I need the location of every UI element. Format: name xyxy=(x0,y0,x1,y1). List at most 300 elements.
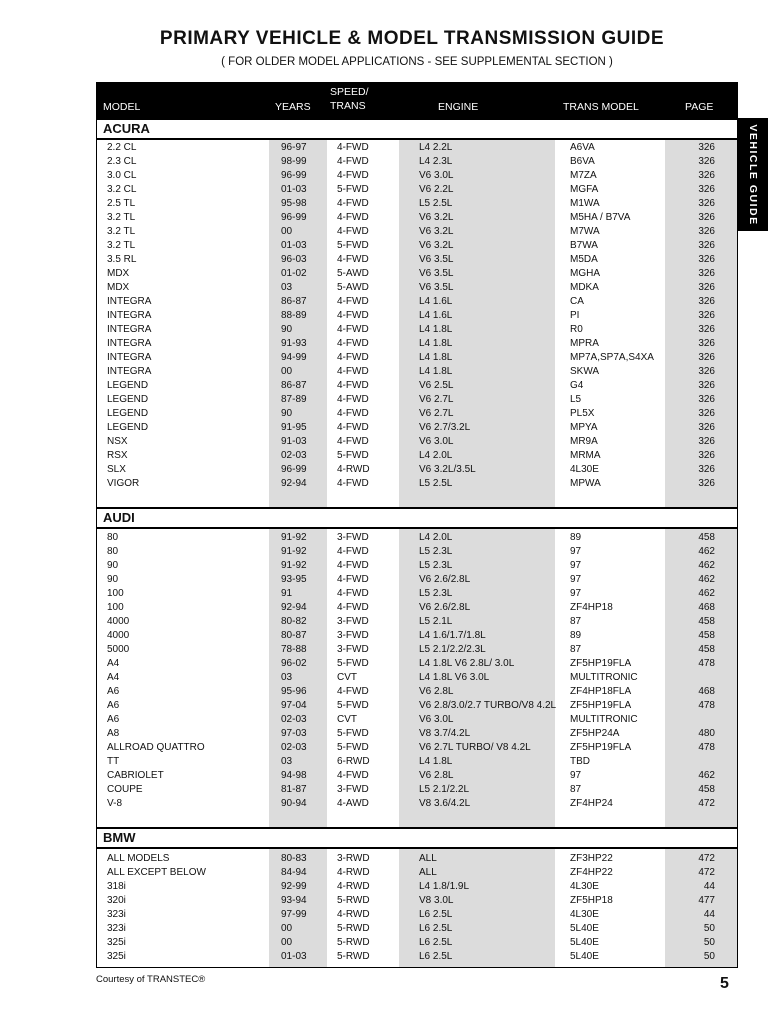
model-cell: 4000 xyxy=(107,616,130,627)
page-cell: 462 xyxy=(698,770,715,781)
table-row xyxy=(97,936,737,950)
trans-model-cell: ZF4HP18 xyxy=(570,602,613,613)
years-cell: 03 xyxy=(281,756,293,767)
engine-cell: V6 3.2L xyxy=(419,226,454,237)
engine-cell: L4 1.8L xyxy=(419,366,453,377)
table-row xyxy=(97,671,737,685)
trans-cell: 4-AWD xyxy=(337,798,369,809)
years-cell: 97-03 xyxy=(281,728,307,739)
model-cell: LEGEND xyxy=(107,394,149,405)
table-row xyxy=(97,323,737,337)
trans-model-cell: MP7A,SP7A,S4XA xyxy=(570,352,654,363)
engine-cell: L4 2.0L xyxy=(419,532,453,543)
trans-model-cell: PI xyxy=(570,310,580,321)
model-cell: ALL MODELS xyxy=(107,853,170,864)
table-row xyxy=(97,797,737,811)
courtesy-footer: Courtesy of TRANSTEC® xyxy=(96,974,206,985)
table-header xyxy=(97,83,737,118)
section-title: AUDI xyxy=(103,510,135,525)
trans-cell: 4-FWD xyxy=(337,574,369,585)
page-cell: 326 xyxy=(698,310,715,321)
trans-cell: 3-FWD xyxy=(337,616,369,627)
engine-cell: V6 2.7/3.2L xyxy=(419,422,471,433)
trans-model-cell: ZF5HP18 xyxy=(570,895,613,906)
years-cell: 96-99 xyxy=(281,212,307,223)
years-cell: 00 xyxy=(281,226,293,237)
trans-cell: 4-FWD xyxy=(337,588,369,599)
trans-model-cell: ZF4HP24 xyxy=(570,798,613,809)
years-cell: 92-99 xyxy=(281,881,307,892)
transmission-table xyxy=(96,82,738,968)
years-cell: 93-94 xyxy=(281,895,307,906)
years-cell: 01-03 xyxy=(281,951,307,962)
trans-model-cell: ZF5HP19FLA xyxy=(570,742,632,753)
years-cell: 90 xyxy=(281,324,293,335)
engine-cell: L5 2.1L xyxy=(419,616,453,627)
years-cell: 94-98 xyxy=(281,770,307,781)
page-cell: 326 xyxy=(698,184,715,195)
trans-model-cell: M7ZA xyxy=(570,170,597,181)
model-cell: A4 xyxy=(107,658,120,669)
engine-cell: V6 2.2L xyxy=(419,184,454,195)
engine-cell: L4 1.8L V6 2.8L/ 3.0L xyxy=(419,658,515,669)
page-cell: 326 xyxy=(698,198,715,209)
page-cell: 458 xyxy=(698,532,715,543)
engine-cell: L4 1.8L xyxy=(419,324,453,335)
engine-cell: V6 2.7L xyxy=(419,408,454,419)
engine-cell: V6 2.8L xyxy=(419,770,454,781)
trans-cell: 4-FWD xyxy=(337,142,369,153)
engine-cell: V8 3.0L xyxy=(419,895,454,906)
page-cell: 44 xyxy=(703,909,715,920)
trans-cell: 3-FWD xyxy=(337,630,369,641)
years-cell: 81-87 xyxy=(281,784,307,795)
trans-cell: 4-FWD xyxy=(337,546,369,557)
table-row xyxy=(97,629,737,643)
table-row xyxy=(97,657,737,671)
years-cell: 02-03 xyxy=(281,450,307,461)
page-cell: 326 xyxy=(698,254,715,265)
page-cell: 477 xyxy=(698,895,715,906)
page-number: 5 xyxy=(720,975,729,992)
trans-model-cell: ZF5HP19FLA xyxy=(570,700,632,711)
years-cell: 87-89 xyxy=(281,394,307,405)
engine-cell: V6 3.2L/3.5L xyxy=(419,464,476,475)
page-cell: 50 xyxy=(703,951,715,962)
table-row xyxy=(97,183,737,197)
page-cell: 458 xyxy=(698,644,715,655)
page-cell: 326 xyxy=(698,394,715,405)
table-row xyxy=(97,699,737,713)
trans-model-cell: 89 xyxy=(570,532,582,543)
col-speed-trans xyxy=(330,85,369,113)
table-row xyxy=(97,755,737,769)
trans-cell: 4-FWD xyxy=(337,686,369,697)
engine-cell: L6 2.5L xyxy=(419,951,453,962)
trans-cell: 5-RWD xyxy=(337,951,370,962)
engine-cell: L5 2.3L xyxy=(419,560,453,571)
trans-cell: 5-RWD xyxy=(337,895,370,906)
trans-cell: CVT xyxy=(337,714,357,725)
trans-model-cell: 87 xyxy=(570,784,582,795)
model-cell: INTEGRA xyxy=(107,310,152,321)
col-model: MODEL xyxy=(103,101,141,113)
years-cell: 88-89 xyxy=(281,310,307,321)
engine-cell: V6 2.6/2.8L xyxy=(419,574,471,585)
trans-model-cell: MPWA xyxy=(570,478,601,489)
model-cell: MDX xyxy=(107,282,130,293)
page-cell: 326 xyxy=(698,422,715,433)
engine-cell: V6 3.0L xyxy=(419,436,454,447)
model-cell: INTEGRA xyxy=(107,338,152,349)
trans-model-cell: TBD xyxy=(570,756,590,767)
table-row xyxy=(97,155,737,169)
table-row xyxy=(97,741,737,755)
trans-model-cell: MPYA xyxy=(570,422,598,433)
trans-cell: 4-FWD xyxy=(337,156,369,167)
engine-cell: L4 1.8L xyxy=(419,756,453,767)
years-cell: 02-03 xyxy=(281,714,307,725)
model-cell: LEGEND xyxy=(107,380,149,391)
vehicle-guide-tab xyxy=(737,118,768,231)
years-cell: 00 xyxy=(281,923,293,934)
trans-cell: 4-FWD xyxy=(337,254,369,265)
model-cell: 100 xyxy=(107,602,124,613)
years-cell: 95-98 xyxy=(281,198,307,209)
table-row xyxy=(97,922,737,936)
model-cell: 90 xyxy=(107,560,119,571)
trans-cell: 5-AWD xyxy=(337,268,369,279)
table-row xyxy=(97,407,737,421)
trans-cell: 4-FWD xyxy=(337,436,369,447)
trans-cell: 4-FWD xyxy=(337,198,369,209)
trans-model-cell: 87 xyxy=(570,616,582,627)
trans-model-cell: MDKA xyxy=(570,282,599,293)
trans-cell: 4-RWD xyxy=(337,909,370,920)
trans-cell: 5-FWD xyxy=(337,658,369,669)
trans-cell: 3-FWD xyxy=(337,532,369,543)
engine-cell: V8 3.6/4.2L xyxy=(419,798,471,809)
table-row xyxy=(97,421,737,435)
page-cell: 472 xyxy=(698,798,715,809)
years-cell: 98-99 xyxy=(281,156,307,167)
years-cell: 86-87 xyxy=(281,380,307,391)
model-cell: INTEGRA xyxy=(107,366,152,377)
trans-model-cell: M7WA xyxy=(570,226,600,237)
model-cell: TT xyxy=(107,756,120,767)
trans-model-cell: MULTITRONIC xyxy=(570,714,638,725)
model-cell: A4 xyxy=(107,672,120,683)
table-row xyxy=(97,783,737,797)
trans-model-cell: CA xyxy=(570,296,584,307)
model-cell: 2.5 TL xyxy=(107,198,136,209)
engine-cell: L5 2.3L xyxy=(419,588,453,599)
trans-cell: 4-RWD xyxy=(337,881,370,892)
table-row xyxy=(97,643,737,657)
page-cell: 326 xyxy=(698,408,715,419)
table-row xyxy=(97,309,737,323)
page-cell: 50 xyxy=(703,937,715,948)
table-row xyxy=(97,169,737,183)
engine-cell: V6 2.8L xyxy=(419,686,454,697)
trans-cell: 4-FWD xyxy=(337,226,369,237)
years-cell: 93-95 xyxy=(281,574,307,585)
table-row xyxy=(97,601,737,615)
model-cell: 3.5 RL xyxy=(107,254,137,265)
col-speed-line1: SPEED/ xyxy=(330,86,369,98)
table-row xyxy=(97,866,737,880)
years-cell: 78-88 xyxy=(281,644,307,655)
engine-cell: V6 2.8/3.0/2.7 TURBO/V8 4.2L xyxy=(419,700,557,711)
section-header-bmw xyxy=(97,827,737,849)
trans-cell: 4-FWD xyxy=(337,560,369,571)
trans-cell: 4-FWD xyxy=(337,324,369,335)
engine-cell: V6 2.7L xyxy=(419,394,454,405)
vehicle-guide-tab-label: VEHICLE GUIDE xyxy=(746,123,759,226)
years-cell: 80-87 xyxy=(281,630,307,641)
col-page: PAGE xyxy=(685,101,714,113)
model-cell: LEGEND xyxy=(107,408,149,419)
model-cell: 320i xyxy=(107,895,126,906)
page-cell: 326 xyxy=(698,268,715,279)
trans-cell: 5-FWD xyxy=(337,728,369,739)
trans-model-cell: 97 xyxy=(570,574,582,585)
trans-model-cell: M5HA / B7VA xyxy=(570,212,631,223)
engine-cell: L4 1.6/1.7/1.8L xyxy=(419,630,486,641)
model-cell: 3.2 TL xyxy=(107,240,136,251)
years-cell: 94-99 xyxy=(281,352,307,363)
model-cell: SLX xyxy=(107,464,126,475)
table-row xyxy=(97,477,737,491)
table-row xyxy=(97,615,737,629)
trans-cell: 5-FWD xyxy=(337,184,369,195)
engine-cell: L5 2.1/2.2L xyxy=(419,784,470,795)
years-cell: 91-92 xyxy=(281,532,307,543)
section-header-audi xyxy=(97,507,737,529)
model-cell: 3.2 TL xyxy=(107,226,136,237)
page-cell: 478 xyxy=(698,742,715,753)
page-cell: 326 xyxy=(698,296,715,307)
trans-cell: 5-FWD xyxy=(337,450,369,461)
trans-cell: 3-RWD xyxy=(337,853,370,864)
years-cell: 96-97 xyxy=(281,142,307,153)
years-cell: 92-94 xyxy=(281,602,307,613)
engine-cell: L6 2.5L xyxy=(419,923,453,934)
table-row xyxy=(97,365,737,379)
engine-cell: L5 2.5L xyxy=(419,478,453,489)
trans-model-cell: L5 xyxy=(570,394,582,405)
page-cell: 326 xyxy=(698,226,715,237)
engine-cell: V6 3.5L xyxy=(419,254,454,265)
engine-cell: L6 2.5L xyxy=(419,909,453,920)
trans-cell: 4-FWD xyxy=(337,352,369,363)
engine-cell: V6 3.5L xyxy=(419,282,454,293)
engine-cell: V8 3.7/4.2L xyxy=(419,728,471,739)
years-cell: 80-83 xyxy=(281,853,307,864)
table-row xyxy=(97,211,737,225)
page-cell: 468 xyxy=(698,686,715,697)
trans-model-cell: MULTITRONIC xyxy=(570,672,638,683)
table-row xyxy=(97,295,737,309)
engine-cell: L5 2.1/2.2/2.3L xyxy=(419,644,486,655)
model-cell: INTEGRA xyxy=(107,352,152,363)
model-cell: VIGOR xyxy=(107,478,140,489)
years-cell: 90 xyxy=(281,408,293,419)
page-cell: 326 xyxy=(698,352,715,363)
section-title: BMW xyxy=(103,830,136,845)
trans-model-cell: SKWA xyxy=(570,366,600,377)
page-cell: 326 xyxy=(698,436,715,447)
page-cell: 326 xyxy=(698,450,715,461)
trans-cell: 4-FWD xyxy=(337,170,369,181)
trans-model-cell: 4L30E xyxy=(570,881,599,892)
years-cell: 02-03 xyxy=(281,742,307,753)
table-row xyxy=(97,351,737,365)
table-row xyxy=(97,545,737,559)
model-cell: 2.3 CL xyxy=(107,156,137,167)
trans-model-cell: MRMA xyxy=(570,450,601,461)
page-cell: 326 xyxy=(698,324,715,335)
page-cell: 462 xyxy=(698,588,715,599)
trans-model-cell: 97 xyxy=(570,546,582,557)
trans-model-cell: ZF4HP18FLA xyxy=(570,686,632,697)
page-cell: 478 xyxy=(698,658,715,669)
years-cell: 03 xyxy=(281,282,293,293)
model-cell: ALLROAD QUATTRO xyxy=(107,742,205,753)
engine-cell: V6 3.0L xyxy=(419,170,454,181)
table-row xyxy=(97,141,737,155)
years-cell: 91 xyxy=(281,588,293,599)
trans-model-cell: 97 xyxy=(570,560,582,571)
page-cell: 458 xyxy=(698,784,715,795)
engine-cell: L4 2.3L xyxy=(419,156,453,167)
engine-cell: L6 2.5L xyxy=(419,937,453,948)
page-cell: 326 xyxy=(698,156,715,167)
page-cell: 480 xyxy=(698,728,715,739)
years-cell: 96-99 xyxy=(281,170,307,181)
page-cell: 458 xyxy=(698,616,715,627)
page-cell: 326 xyxy=(698,212,715,223)
page-cell: 326 xyxy=(698,142,715,153)
engine-cell: L5 2.3L xyxy=(419,546,453,557)
years-cell: 01-03 xyxy=(281,184,307,195)
years-cell: 95-96 xyxy=(281,686,307,697)
trans-model-cell: 87 xyxy=(570,644,582,655)
years-cell: 84-94 xyxy=(281,867,307,878)
model-cell: INTEGRA xyxy=(107,324,152,335)
table-row xyxy=(97,894,737,908)
model-cell: A6 xyxy=(107,700,120,711)
trans-model-cell: MPRA xyxy=(570,338,599,349)
trans-cell: 4-FWD xyxy=(337,380,369,391)
trans-model-cell: PL5X xyxy=(570,408,595,419)
trans-cell: 6-RWD xyxy=(337,756,370,767)
table-row xyxy=(97,197,737,211)
trans-cell: 4-FWD xyxy=(337,770,369,781)
years-cell: 91-03 xyxy=(281,436,307,447)
table-row xyxy=(97,253,737,267)
trans-model-cell: 97 xyxy=(570,588,582,599)
trans-model-cell: ZF4HP22 xyxy=(570,867,613,878)
years-cell: 86-87 xyxy=(281,296,307,307)
page-title: PRIMARY VEHICLE & MODEL TRANSMISSION GUIDE xyxy=(159,28,665,49)
page-cell: 326 xyxy=(698,366,715,377)
page-cell: 326 xyxy=(698,380,715,391)
model-cell: 3.2 CL xyxy=(107,184,137,195)
trans-model-cell: ZF5HP19FLA xyxy=(570,658,632,669)
trans-cell: 5-FWD xyxy=(337,742,369,753)
trans-cell: 4-FWD xyxy=(337,212,369,223)
trans-model-cell: MGHA xyxy=(570,268,600,279)
page-cell: 478 xyxy=(698,700,715,711)
engine-cell: L4 1.8L xyxy=(419,338,453,349)
table-row xyxy=(97,267,737,281)
years-cell: 91-92 xyxy=(281,560,307,571)
trans-model-cell: R0 xyxy=(570,324,583,335)
model-cell: A8 xyxy=(107,728,120,739)
trans-cell: 4-FWD xyxy=(337,394,369,405)
model-cell: 3.0 CL xyxy=(107,170,137,181)
page-subtitle: ( FOR OLDER MODEL APPLICATIONS - SEE SUPPLEMENTAL SECTION ) xyxy=(221,56,613,68)
model-cell: A6 xyxy=(107,686,120,697)
page-cell: 44 xyxy=(703,881,715,892)
table-row xyxy=(97,435,737,449)
section-title: ACURA xyxy=(103,121,150,136)
page-cell: 472 xyxy=(698,853,715,864)
table-row xyxy=(97,713,737,727)
table-row xyxy=(97,463,737,477)
trans-cell: 4-FWD xyxy=(337,478,369,489)
trans-cell: CVT xyxy=(337,672,357,683)
table-row xyxy=(97,281,737,295)
table-row xyxy=(97,727,737,741)
page-cell: 326 xyxy=(698,240,715,251)
trans-cell: 4-FWD xyxy=(337,310,369,321)
years-cell: 92-94 xyxy=(281,478,307,489)
page-cell: 50 xyxy=(703,923,715,934)
section-header-acura xyxy=(97,118,737,140)
table-row xyxy=(97,393,737,407)
trans-cell: 4-FWD xyxy=(337,422,369,433)
model-cell: V-8 xyxy=(107,798,123,809)
table-row xyxy=(97,587,737,601)
years-cell: 00 xyxy=(281,937,293,948)
model-cell: 5000 xyxy=(107,644,130,655)
table-row xyxy=(97,908,737,922)
page-cell: 326 xyxy=(698,282,715,293)
page-cell: 462 xyxy=(698,560,715,571)
engine-cell: V6 2.6/2.8L xyxy=(419,602,471,613)
years-cell: 91-95 xyxy=(281,422,307,433)
years-cell: 91-92 xyxy=(281,546,307,557)
years-cell: 97-99 xyxy=(281,909,307,920)
page-cell: 472 xyxy=(698,867,715,878)
table-row xyxy=(97,559,737,573)
engine-cell: L4 1.8L xyxy=(419,352,453,363)
years-cell: 96-03 xyxy=(281,254,307,265)
page-cell: 326 xyxy=(698,478,715,489)
engine-cell: ALL xyxy=(419,867,437,878)
trans-cell: 3-FWD xyxy=(337,644,369,655)
trans-cell: 5-FWD xyxy=(337,240,369,251)
model-cell: ALL EXCEPT BELOW xyxy=(107,867,206,878)
trans-model-cell: B7WA xyxy=(570,240,598,251)
model-cell: COUPE xyxy=(107,784,143,795)
table-row xyxy=(97,573,737,587)
model-cell: MDX xyxy=(107,268,130,279)
trans-model-cell: 5L40E xyxy=(570,937,599,948)
page-cell: 326 xyxy=(698,170,715,181)
